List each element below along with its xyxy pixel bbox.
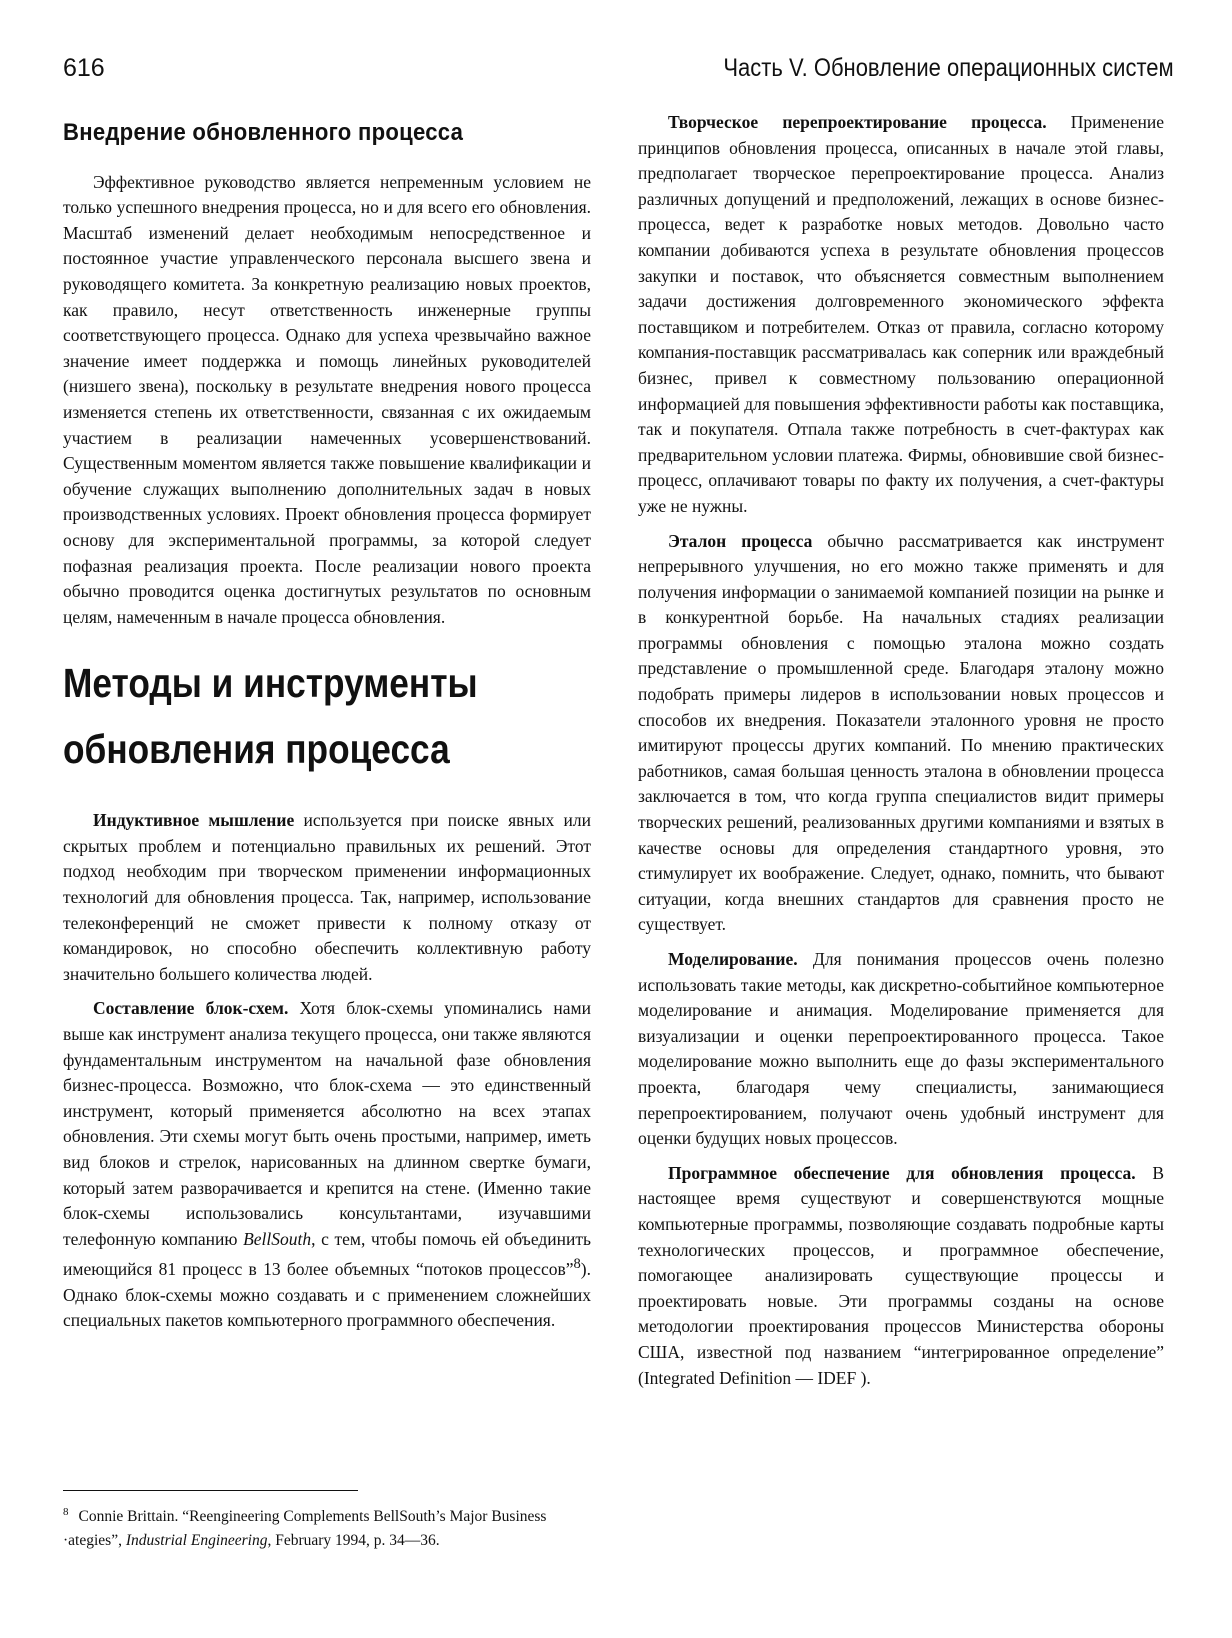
paragraph-inductive-thinking xyxy=(63,808,591,987)
paragraph-software xyxy=(638,1161,1164,1391)
run-in-term: Творческое перепроектирование процесса. xyxy=(668,112,1047,132)
page-number: 616 xyxy=(63,54,105,82)
paragraph-body: используется при поиске явных или скрытых проблем и потенциально правильных их решений. Этот подход необходим при творческом применении информационных технологий для обновления процесса. Так, например, использование телеконференций не сможет привести к полному отказу от командировок, но способно обеспечить коллективную работу значительно большего количества людей. xyxy=(63,810,591,984)
run-in-term: Индуктивное мышление xyxy=(93,810,295,831)
paragraph-body: Хотя блок-схемы упоминались нами выше как инструмент анализа текущего процесса, они также являются фундаментальным инструментом на начальной фазе обновления бизнес-процесса. Возможно, что блок-схема — это единственный инструмент, который применяется абсолютно на всех этапах обновления. Эти схемы могут быть очень простыми, например, иметь вид блоков и стрелок, нарисованных на длинном свертке бумаги, который затем разворачивается и крепится на стене. (Именно такие блок-схемы использовались консультантами, изучавшими телефонную компанию xyxy=(63,998,591,1249)
journal-title: Industrial Engineering xyxy=(125,1532,268,1549)
running-head: Часть V. Обновление операционных систем xyxy=(723,54,1174,82)
paragraph-implementation: Эффективное руководство является непременным условием не только успешного внедрения процесса, но и для всего его обновления. Масштаб изменений делает необходимым непосредственное и постоянное участие управленческого персонала высшего звена и руководящего комитета. За конкретную реализацию новых проектов, как правило, несут ответственность инженерные группы соответствующего процесса. Однако для успеха чрезвычайно важное значение имеет поддержка и помощь линейных руководителей (низшего звена), поскольку в результате внедрения нового процесса изменяется степень их ответственности, связанная с их ожидаемым участием в реализации намеченных усовершенствований. Существенным моментом является также повышение квалификации и обучение служащих выполнению дополнительных задач в новых производственных условиях. Проект обновления процесса формирует основу для экспериментальной программы, за которой следует пофазная реализация проекта. После реализации нового проекта обычно проводится оценка достигнутых результатов по основным целям, намеченным в начале процесса обновления. xyxy=(63,171,591,627)
paragraph-body: Для понимания процессов очень полезно использовать такие методы, как дискретно-событийное компьютерное моделирование и анимация. Моделирование применяется для визуализации и оценки перепроектированного процесса. Такое моделирование можно выполнить еще до фазы экспериментального проекта, благодаря чему специалисты, занимающиеся перепроектированием, получают очень удобный инструмент для оценки будущих новых процессов. xyxy=(638,949,1164,1149)
paragraph-flowcharts xyxy=(63,996,591,1334)
paragraph-body: ). Однако блок-схемы можно создавать и с применением сложнейших специальных пакетов компьютерного программного обеспечения. xyxy=(63,1259,591,1331)
footnote-reference[interactable]: 8 xyxy=(573,1256,581,1273)
chapter-heading: Методы и инструменты обновления процесса xyxy=(63,660,478,773)
paragraph-body: , с тем, чтобы помочь ей объединить имеющийся 81 процесс в 13 более объемных “потоков процессов” xyxy=(63,1228,591,1280)
footnote-marker: 8 xyxy=(63,1505,69,1518)
run-in-term: Моделирование. xyxy=(668,949,798,969)
run-in-term: Эталон процесса xyxy=(668,530,813,551)
paragraph-body: обычно рассматривается как инструмент непрерывного улучшения, но его можно также применять и для получения информации о занимаемой компанией позиции на рынке и в конкурентной борьбе. На начальных стадиях реализации программы обновления с помощью эталона можно создать представление о промышленной среде. Благодаря эталону можно подобрать примеры лидеров в использовании новых процессов и способов их внедрения. Показатели эталонного уровня не просто имитируют процессы других компаний. По мнению практических работников, самая большая ценность эталона в обновлении процесса заключается в том, что когда группа специалистов видит примеры творческих решений, реализованных другими компаниями и взятых в качестве основы для определения стандартного уровня, это стимулирует их воображение. Следует, однако, помнить, что бывают ситуации, когда внешних стандартов для сравнения просто не существует. xyxy=(638,530,1164,935)
footnote-text: , February 1994, p. 34—36. xyxy=(267,1532,440,1549)
paragraph-modeling xyxy=(638,947,1164,1152)
paragraph-body: Применение принципов обновления процесса, описанных в начале этой главы, предполагает творческое перепроектирование процесса. Анализ различных допущений и предположений, лежащих в основе бизнес-процесса, ведет к разработке новых методов. Довольно часто компании добиваются успеха в результате обновления процессов закупки и поставок, что объясняется совместным выполнением задачи достижения долговременного экономического эффекта поставщиком и потребителем. Отказ от правила, согласно которому компания-поставщик рассматривалась как соперник или враждебный бизнес, привел к совместному пользованию операционной информацией для повышения эффективности работы как поставщика, так и покупателя. Отпала также потребность в счет-фактурах как предварительном условии платежа. Фирмы, обновившие свой бизнес-процесс, оплачивают товары по факту их получения, а счет-фактуры уже не нужны. xyxy=(638,112,1164,516)
company-name: BellSouth xyxy=(243,1228,312,1249)
paragraph-benchmark xyxy=(638,529,1164,939)
footnote xyxy=(63,1505,591,1553)
footnote-divider xyxy=(63,1490,358,1491)
run-in-term: Составление блок-схем. xyxy=(93,998,289,1019)
run-in-term: Программное обеспечение для обновления процесса. xyxy=(668,1162,1136,1183)
paragraph-creative-redesign xyxy=(638,110,1164,520)
section-heading: Внедрение обновленного процесса xyxy=(63,119,464,146)
right-column xyxy=(638,110,1164,1400)
footnote-text: Connie Brittain. “Reengineering Complements BellSouth’s Major Business ·ategies”, xyxy=(63,1508,547,1549)
left-column xyxy=(63,114,591,1343)
paragraph-body: В настоящее время существуют и совершенствуются мощные компьютерные программы, позволяющие создавать подробные карты технологических процессов, и программное обеспечение, помогающее анализировать существующие процессы и проектировать новые. Эти программы созданы на основе методологии проектирования процессов Министерства обороны США, известной под названием “интегрированное определение” (Integrated Definition — IDEF ). xyxy=(638,1162,1164,1388)
